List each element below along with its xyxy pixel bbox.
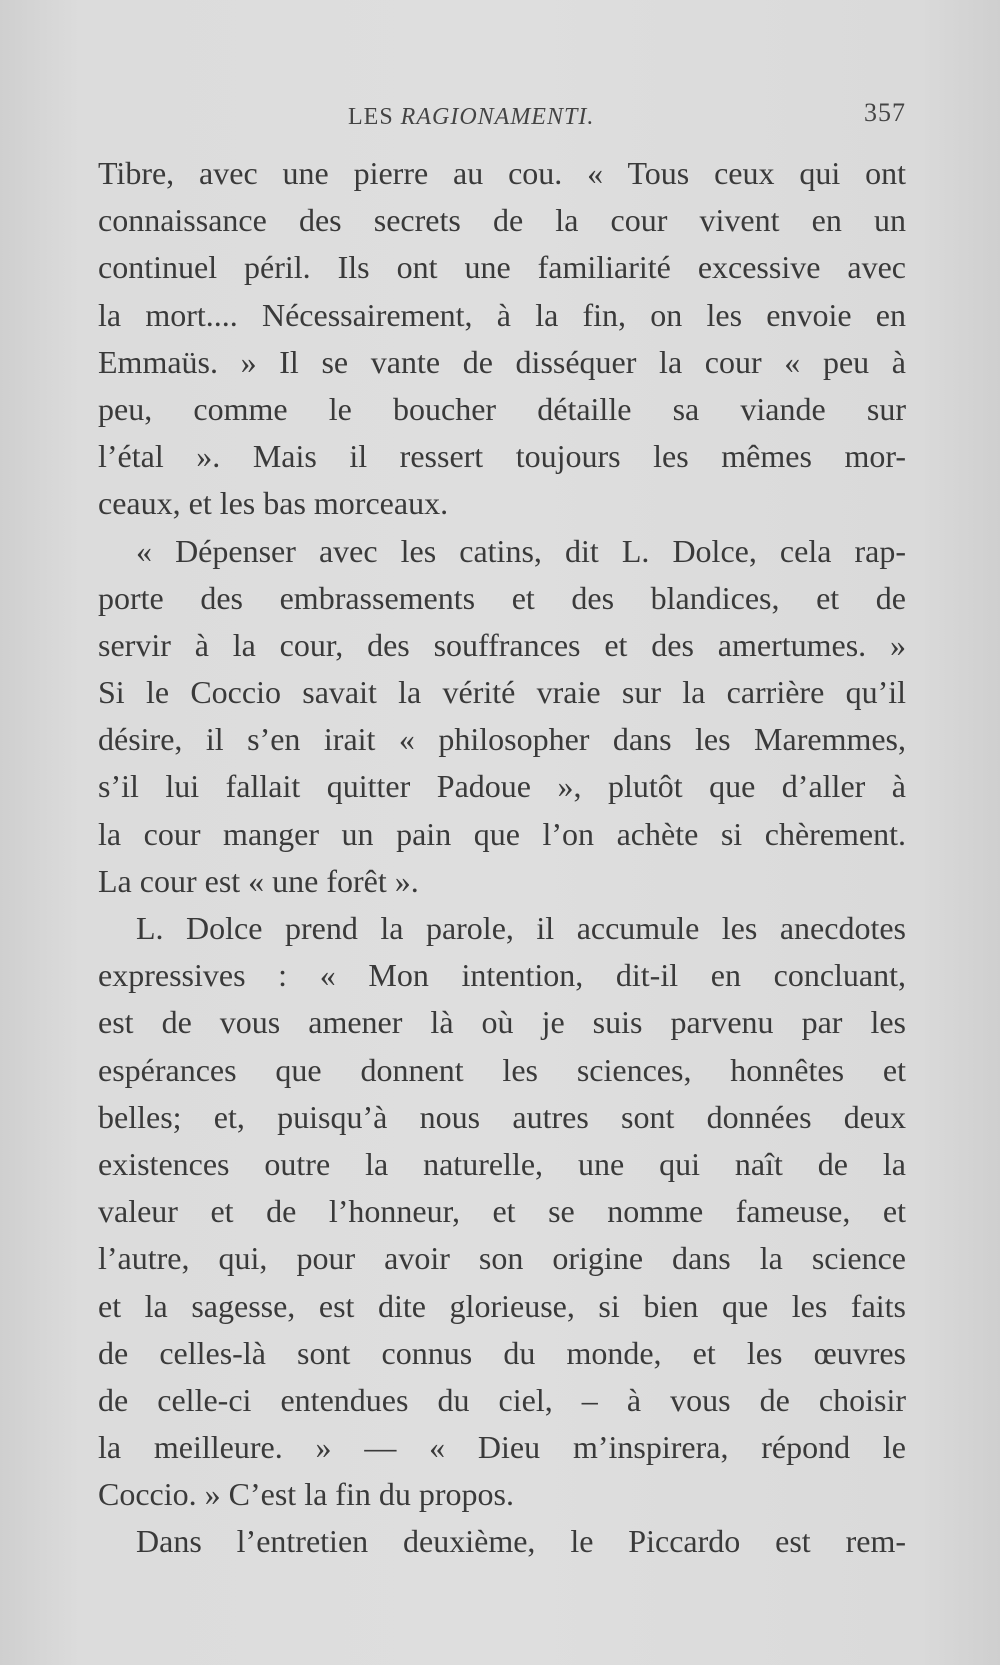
text-line: continuel péril. Ils ont une familiarité excessive avec [98, 249, 906, 286]
page-number: 357 [864, 98, 906, 127]
text-line: Si le Coccio savait la vérité vraie sur la carrière qu’il [98, 674, 906, 711]
running-head [98, 96, 906, 136]
text-line: Emmaüs. » Il se vante de disséquer la cour « peu à [98, 343, 906, 380]
text-line: servir à la cour, des souffrances et des amertumes. » [98, 626, 906, 663]
text-line: et la sagesse, est dite glorieuse, si bien que les faits [98, 1287, 906, 1324]
text-line: l’étal ». Mais il ressert toujours les mêmes mor- [98, 438, 906, 475]
text-line: la mort.... Nécessairement, à la fin, on les envoie en [98, 296, 906, 333]
text-line: désire, il s’en irait « philosopher dans les Maremmes, [98, 721, 906, 758]
text-line: valeur et de l’honneur, et se nomme fameuse, et [98, 1193, 906, 1230]
paragraph-first-line: Dans l’entretien deuxième, le Piccardo est rem- [136, 1523, 906, 1560]
text-line: existences outre la naturelle, une qui naît de la [98, 1145, 906, 1182]
running-title-italic: RAGIONAMENTI. [400, 104, 595, 130]
body-text [98, 150, 906, 1566]
text-line: la cour manger un pain que l’on achète si chèrement. [98, 815, 906, 852]
text-line: Coccio. » C’est la fin du propos. [98, 1476, 514, 1513]
text-line: ceaux, et les bas morceaux. [98, 485, 449, 522]
text-line: belles; et, puisqu’à nous autres sont données deux [98, 1098, 906, 1135]
running-title-prefix: LES [348, 104, 401, 130]
running-title [348, 104, 594, 131]
text-line: est de vous amener là où je suis parvenu par les [98, 1004, 906, 1041]
text-line: la meilleure. » — « Dieu m’inspirera, répond le [98, 1429, 906, 1466]
text-line: peu, comme le boucher détaille sa viande sur [98, 390, 906, 427]
text-line: connaissance des secrets de la cour vivent en un [98, 202, 906, 239]
text-line: La cour est « une forêt ». [98, 862, 419, 899]
paragraph-first-line: « Dépenser avec les catins, dit L. Dolce, cela rap- [136, 532, 906, 569]
text-line: espérances que donnent les sciences, honnêtes et [98, 1051, 906, 1088]
text-line: l’autre, qui, pour avoir son origine dans la science [98, 1240, 906, 1277]
text-line: porte des embrassements et des blandices, et de [98, 579, 906, 616]
paragraph-first-line: L. Dolce prend la parole, il accumule les anecdotes [136, 910, 906, 946]
text-line: s’il lui fallait quitter Padoue », plutôt que d’aller à [98, 768, 906, 805]
text-line: de celles-là sont connus du monde, et les œuvres [98, 1334, 906, 1371]
text-line: Tibre, avec une pierre au cou. « Tous ceux qui ont [98, 155, 906, 191]
text-line: de celle-ci entendues du ciel, – à vous de choisir [98, 1381, 906, 1418]
text-line: expressives : « Mon intention, dit-il en concluant, [98, 957, 906, 994]
